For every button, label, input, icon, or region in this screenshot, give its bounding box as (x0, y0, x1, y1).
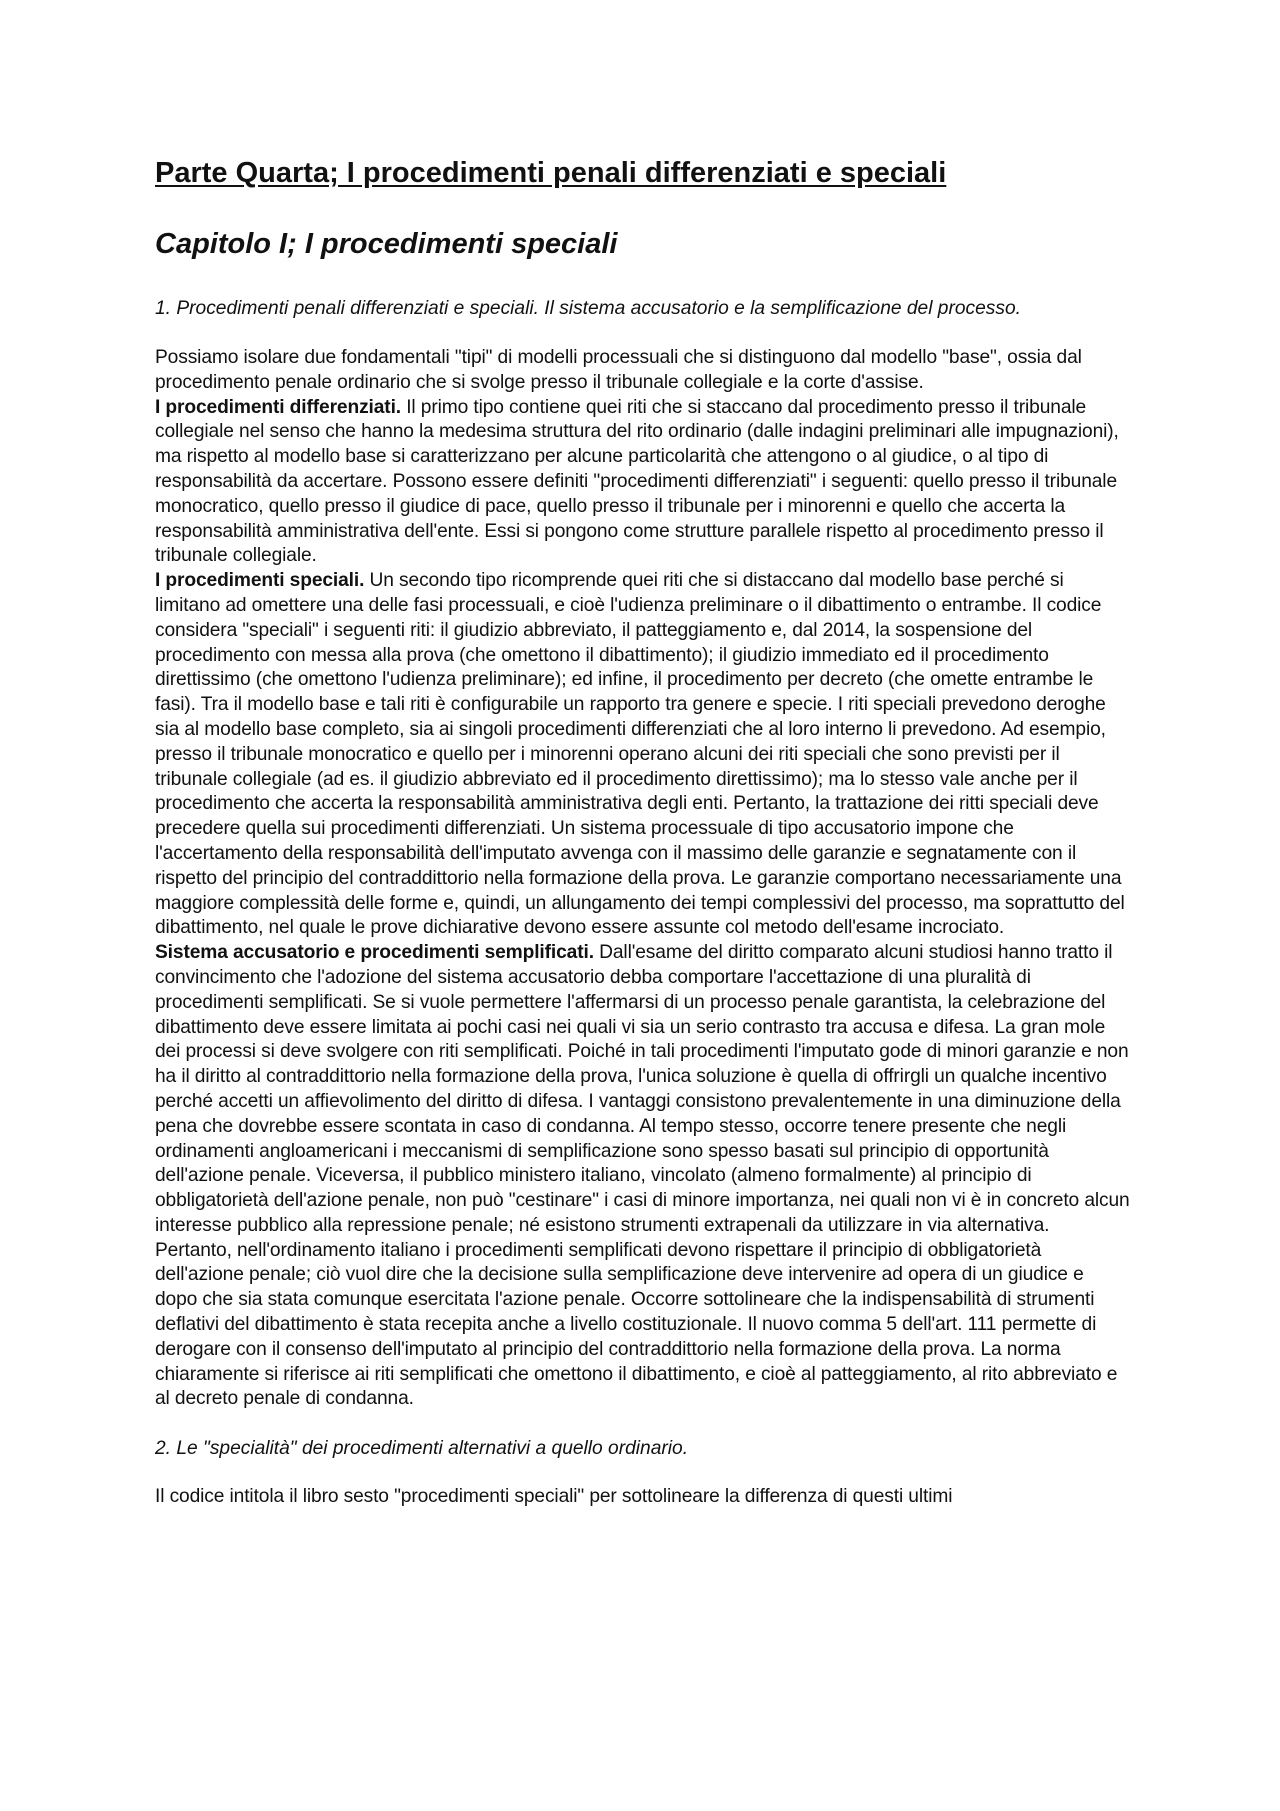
section-2-paragraph: Il codice intitola il libro sesto "procedimenti speciali" per sottolineare la differenza di questi ultimi (155, 1486, 953, 1508)
sistema-accusatorio-text: Dall'esame del diritto comparato alcuni studiosi hanno tratto il convincimento che l'adozione del sistema accusatorio debba comportare l'accettazione di una pluralità di procedimenti semplificati. Se si vuole permettere l'affermarsi di un processo penale garantista, la celebrazione del dibattimento deve essere limitata ai pochi casi nei quali vi sia un serio contrasto tra accusa e difesa. La gran mole dei processi si deve svolgere con riti semplificati. Poiché in tali procedimenti l'imputato gode di minori garanzie e non ha il diritto al contraddittorio nella formazione della prova, l'unica soluzione è quella di offrirgli un qualche incentivo perché accetti un affievolimento del diritto di difesa. I vantaggi consistono prevalentemente in una diminuzione della pena che dovrebbe essere scontata in caso di condanna. Al tempo stesso, occorre tenere presente che negli ordinamenti angloamericani i meccanismi di semplificazione sono spesso basati sul principio di opportunità dell'azione penale. Viceversa, il pubblico ministero italiano, vincolato (almeno formalmente) al principio di obbligatorietà dell'azione penale, non può "cestinare" i casi di minore importanza, nei quali non vi è in concreto alcun interesse pubblico alla repressione penale; né esistono strumenti extrapenali da utilizzare in via alternativa. Pertanto, nell'ordinamento italiano i procedimenti semplificati devono rispettare il principio di obbligatorietà dell'azione penale; ciò vuol dire che la decisione sulla semplificazione deve intervenire ad opera di un giudice e dopo che sia stata comunque esercitata l'azione penale. Occorre sottolineare che la indispensabilità di strumenti deflativi del dibattimento è stata recepita anche a livello costituzionale. Il nuovo comma 5 dell'art. 111 permette di derogare con il consenso dell'imputato al principio del contraddittorio nella formazione della prova. La norma chiaramente si riferisce ai riti semplificati che omettono il dibattimento, e cioè al patteggiamento, al rito abbreviato e al decreto penale di condanna. (155, 942, 1130, 1410)
differenziati-lead: I procedimenti differenziati. (155, 396, 401, 418)
intro-text: Possiamo isolare due fondamentali "tipi" di modelli processuali che si distinguono dal modello "base", ossia dal procedimento penale ordinario che si svolge presso il tribunale collegiale e la corte d'assise. (155, 347, 1082, 393)
section-2-heading: 2. Le "specialità" dei procedimenti alternativi a quello ordinario. (155, 1438, 689, 1460)
spacer (155, 321, 1130, 346)
speciali-text: Un secondo tipo ricomprende quei riti che si distaccano dal modello base perché si limitano ad omettere una delle fasi processuali, e cioè l'udienza preliminare o il dibattimento o entrambe. Il codice considera "speciali" i seguenti riti: il giudizio abbreviato, il patteggiamento e, dal 2014, la sospensione del procedimento con messa alla prova (che omettono il dibattimento); il giudizio immediato ed il procedimento direttissimo (che omettono l'udienza preliminare); ed infine, il procedimento per decreto (che omette entrambe le fasi). Tra il modello base e tali riti è configurabile un rapporto tra genere e specie. I riti speciali prevedono deroghe sia al modello base completo, sia ai singoli procedimenti differenziati che al loro interno li prevedono. Ad esempio, presso il tribunale monocratico e quello per i minorenni operano alcuni dei riti speciali che sono previsti per il tribunale collegiale (ad es. il giudizio abbreviato ed il procedimento direttissimo); ma lo stesso vale anche per il procedimento che accerta la responsabilità amministrativa degli enti. Pertanto, la trattazione dei ritti speciali deve precedere quella sui procedimenti differenziati. Un sistema processuale di tipo accusatorio impone che l'accertamento della responsabilità dell'imputato avvenga con il massimo delle garanzie e segnatamente con il rispetto del principio del contraddittorio nella formazione della prova. Le garanzie comportano necessariamente una maggiore complessità delle forme e, quindi, un allungamento dei tempi complessivi del processo, ma soprattutto del dibattimento, nel quale le prove dichiarative devono essere assunte col metodo dell'esame incrociato. (155, 570, 1125, 939)
speciali-lead: I procedimenti speciali. (155, 570, 365, 592)
document-body (155, 296, 1130, 1510)
spacer (155, 1412, 1130, 1436)
section-1-heading: 1. Procedimenti penali differenziati e speciali. Il sistema accusatorio e la semplificazione del processo. (155, 298, 1021, 319)
document-page (155, 155, 1130, 1508)
section-1-paragraph (155, 346, 1130, 1412)
chapter-title: Capitolo I; I procedimenti speciali (155, 228, 618, 260)
part-title: Parte Quarta; I procedimenti penali differenziati e speciali (155, 157, 947, 189)
spacer (155, 1461, 1130, 1485)
differenziati-text: Il primo tipo contiene quei riti che si staccano dal procedimento presso il tribunale collegiale nel senso che hanno la medesima struttura del rito ordinario (dalle indagini preliminari alle impugnazioni), ma rispetto al modello base si caratterizzano per alcune particolarità che attengono o al giudice, o al tipo di responsabilità da accertare. Possono essere definiti "procedimenti differenziati" i seguenti: quello presso il tribunale monocratico, quello presso il giudice di pace, quello presso il tribunale per i minorenni e quello che accerta la responsabilità amministrativa dell'ente. Essi si pongono come strutture parallele rispetto al procedimento presso il tribunale collegiale. (155, 396, 1119, 567)
sistema-accusatorio-lead: Sistema accusatorio e procedimenti semplificati. (155, 942, 594, 964)
